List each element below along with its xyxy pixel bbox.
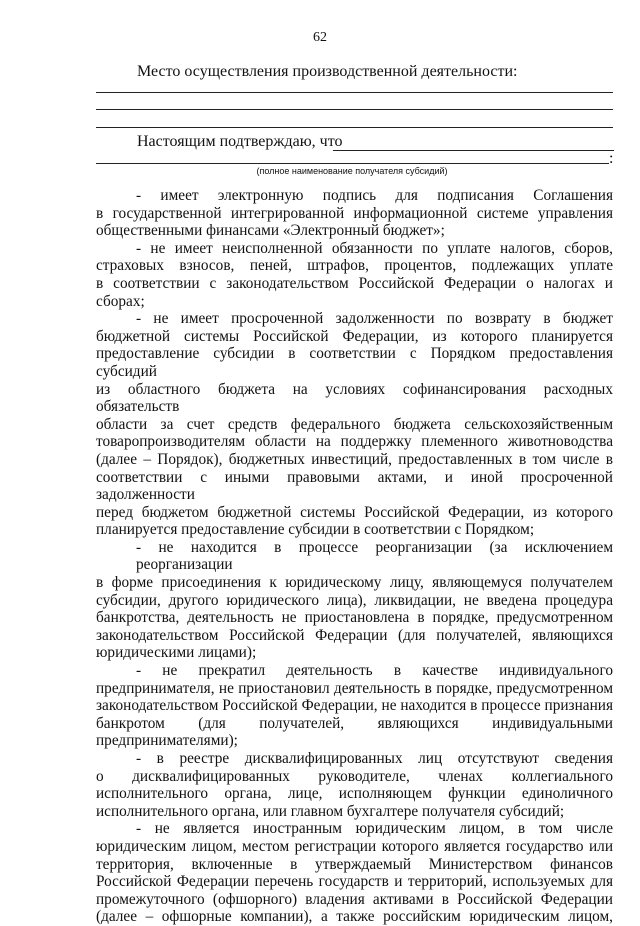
text-line: - в реестре дисквалифицированных лиц отсутствуют сведения xyxy=(136,750,613,767)
text-line: банкротства, деятельность не приостановлена в порядке, предусмотренном xyxy=(96,609,613,627)
text-line: - не имеет просроченной задолженности по возврату в бюджет xyxy=(136,310,613,328)
text-line: из областного бюджета на условиях софинансирования расходных обязательств xyxy=(96,380,613,416)
text-line: соответствии с иными правовыми актами, и иной просроченной задолженности xyxy=(96,468,613,504)
text-line: законодательством Российской Федерации, не находится в процессе признания xyxy=(96,697,613,715)
paragraph xyxy=(96,240,613,310)
document-body xyxy=(96,187,613,926)
text-line: - не прекратил деятельность в качестве индивидуального xyxy=(136,662,613,680)
paragraph xyxy=(96,539,613,662)
fill-in-line xyxy=(96,127,613,128)
field-caption xyxy=(0,166,640,176)
text-line: в соответствии с законодательством Российской Федерации о налогах и сборах; xyxy=(96,274,613,310)
colon: : xyxy=(609,150,614,167)
text-line: (далее – Порядок), бюджетных инвестиций, предоставленных в том числе в xyxy=(96,450,613,468)
paragraph xyxy=(96,820,613,926)
confirm-label: Настоящим подтверждаю, что xyxy=(137,133,343,150)
text-line: юридическим лицом, местом регистрации которого является государство или xyxy=(96,837,613,855)
text-line: предпринимателя, не приостановил деятельность в порядке, предусмотренном xyxy=(96,679,613,697)
text-line: юридическими лицами); xyxy=(96,644,257,662)
page-number: 62 xyxy=(313,30,327,45)
text-line: бюджетной системы Российской Федерации, из которого планируется xyxy=(96,327,613,345)
text-line: товаропроизводителям области на поддержку племенного животноводства xyxy=(96,433,613,451)
text-line: - не находится в процессе реорганизации (за исключением реорганизации xyxy=(136,538,613,574)
text-line: в форме присоединения к юридическому лицу, являющемуся получателем xyxy=(96,574,613,592)
text-line: - имеет электронную подпись для подписания Соглашения xyxy=(136,187,613,204)
field-caption-text: (полное наименование получателя субсидий) xyxy=(256,166,448,176)
fill-in-line xyxy=(96,109,613,110)
text-line: перед бюджетом бюджетной системы Российской Федерации, из которого xyxy=(96,503,613,521)
text-line: субсидии, другого юридического лица), ликвидации, не введена процедура xyxy=(96,591,613,609)
fill-in-line xyxy=(333,150,614,151)
text-line: исполнительного органа, или главном бухгалтере получателя субсидий; xyxy=(96,802,565,820)
text-line: исполнительного органа, лице, исполняющем функции единоличного xyxy=(96,785,613,803)
text-line: общественными финансами «Электронный бюджет»; xyxy=(96,222,445,240)
paragraph xyxy=(96,750,613,820)
text-line: - не является иностранным юридическим лицом, в том числе xyxy=(136,820,613,838)
text-line: территория, включенные в утверждаемый Министерством финансов xyxy=(96,855,613,873)
fill-in-line xyxy=(96,92,613,93)
paragraph xyxy=(96,310,613,539)
text-line: в государственной интегрированной информационной системе управления xyxy=(96,204,613,222)
text-line: о дисквалифицированных руководителе, членах коллегиального xyxy=(96,767,613,785)
text-line: банкротом (для получателей, являющихся индивидуальными xyxy=(96,714,613,732)
place-of-activity-label: Место осуществления производственной деятельности: xyxy=(137,63,518,80)
text-line: Российской Федерации перечень государств и территорий, используемых для xyxy=(96,873,613,891)
paragraph xyxy=(96,187,613,240)
text-line: страховых взносов, пеней, штрафов, процентов, подлежащих уплате xyxy=(96,257,613,275)
text-line: - не имеет неисполненной обязанности по уплате налогов, сборов, xyxy=(136,239,613,257)
text-line: законодательством Российской Федерации (для получателей, являющихся xyxy=(96,626,613,644)
fill-in-line xyxy=(96,163,609,164)
text-line: предоставление субсидии в соответствии с Порядком предоставления субсидий xyxy=(96,345,613,380)
text-line: (далее – офшорные компании), а также российским юридическим лицом, xyxy=(96,908,613,926)
text-line: области за счет средств федерального бюджета сельскохозяйственным xyxy=(96,415,613,433)
text-line: промежуточного (офшорного) владения активами в Российской Федерации xyxy=(96,890,613,908)
text-line: планируется предоставление субсидии в соответствии с Порядком; xyxy=(96,521,535,539)
paragraph xyxy=(96,662,613,750)
text-line: предпринимателями); xyxy=(96,732,238,750)
